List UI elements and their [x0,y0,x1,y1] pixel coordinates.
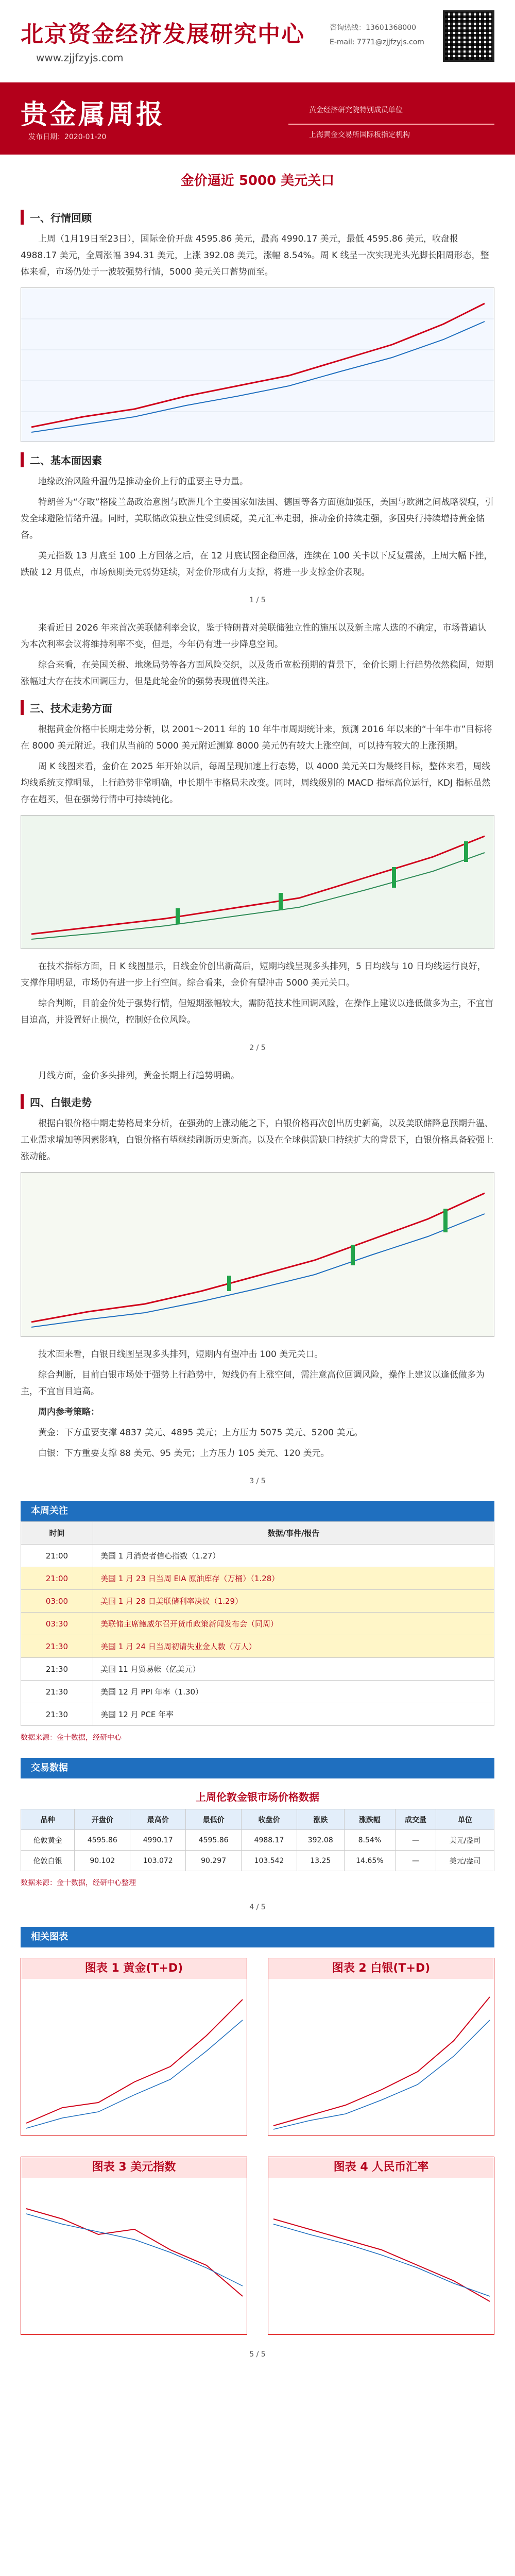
silver-chart-svg [21,1173,494,1336]
trade-col-header: 涨跌幅 [344,1809,396,1830]
page-number: 1 / 5 [249,596,266,604]
trade-cell: — [396,1851,436,1871]
calendar-event: 美联储主席鲍威尔召开货币政策新闻发布会（同周） [93,1613,494,1635]
paragraph: 地缘政治风险升温仍是推动金价上行的重要主导力量。 [38,477,248,487]
weekly-banner [0,82,515,155]
col-event: 数据/事件/报告 [93,1522,494,1545]
contact-info [330,21,424,49]
calendar-row [21,1635,494,1658]
chart-title: 图表 4 人民币汇率 [268,2157,494,2178]
mini-chart-svg [268,2178,494,2332]
mini-chart-svg [268,1979,494,2133]
trade-cell: 伦敦黄金 [21,1830,75,1851]
org-header [0,0,515,77]
calendar-row [21,1681,494,1703]
trade-banner: 交易数据 [21,1758,494,1778]
charts-grid [21,1958,494,2335]
gold-daily-chart-svg [21,816,494,948]
gold-weekly-chart [21,287,494,442]
col-time: 时间 [21,1522,93,1545]
trade-col-header: 成交量 [396,1809,436,1830]
calendar-row [21,1567,494,1590]
calendar-row [21,1613,494,1635]
trade-cell: 103.072 [130,1851,186,1871]
trade-source: 数据来源：金十数据，经研中心整理 [21,1879,136,1887]
qr-code-icon [443,10,494,62]
silver-strategy: 白银：下方重要支撑 88 美元、95 美元；上方压力 105 美元、120 美元。 [38,1448,330,1459]
calendar-row [21,1545,494,1567]
trade-col-header: 收盘价 [242,1809,297,1830]
trade-cell: 4990.17 [130,1830,186,1851]
calendar-event: 美国 1 月 24 日当周初请失业金人数（万人） [93,1635,494,1658]
calendar-time: 21:00 [21,1545,93,1567]
weekly-date: 发布日期：2020-01-20 [28,133,107,141]
article [21,165,494,2374]
trade-cell: 美元/盎司 [436,1851,494,1871]
article-title: 金价逼近 5000 美元关口 [180,173,335,189]
calendar-row [21,1590,494,1613]
paragraph: 综合来看，在美国关税、地缘局势等各方面风险交织，以及货币宽松预期的背景下，金价长期上行趋势依然稳固，短期涨幅过大存在技术回调压力，但是此轮金价的强势表现值得关注。 [21,660,493,687]
gold-daily-chart [21,815,494,949]
chart-title: 图表 3 美元指数 [21,2157,247,2178]
trade-col-header: 品种 [21,1809,75,1830]
weekly-tags [309,103,410,142]
paragraph: 特朗普为“夺取”格陵兰岛政治意图与欧洲几个主要国家如法国、德国等各方面施加强压，美国与欧洲之间战略裂痕，引发全球避险情绪升温。同时，美联储政策独立性受到质疑，美元汇率走弱，推动金价持续走强，多国央行持续增持黄金储备。 [21,497,494,540]
mini-chart-svg [21,2178,247,2332]
calendar-row [21,1658,494,1681]
chart-title: 图表 2 白银(T+D) [268,1958,494,1979]
trade-col-header: 开盘价 [75,1809,130,1830]
calendar-source: 数据来源：金十数据，经研中心 [21,1734,122,1742]
trade-col-header: 最低价 [186,1809,242,1830]
paragraph: 综合判断，目前金价处于强势行情，但短期涨幅较大，需防范技术性回调风险，在操作上建议以逢低做多为主，不宜盲目追高，并设置好止损位，控制好仓位风险。 [21,998,493,1025]
trade-col-header: 涨跌 [297,1809,344,1830]
tag-line-2: 上海黄金交易所国际板指定机构 [309,131,410,139]
gold-weekly-chart-svg [21,288,494,442]
calendar-time: 21:00 [21,1567,93,1590]
calendar-table [21,1521,494,1726]
chart-card-3 [21,2157,247,2335]
chart-card-2 [268,1958,494,2136]
chart-title: 图表 1 黄金(T+D) [21,1958,247,1979]
trade-cell: 8.54% [344,1830,396,1851]
silver-chart [21,1172,494,1337]
chart-card-4 [268,2157,494,2335]
page-number: 4 / 5 [249,1903,266,1911]
email[interactable]: E-mail: 7771@zjjfzyjs.com [330,38,424,46]
calendar-time: 21:30 [21,1703,93,1726]
strategy-heading: 周内参考策略： [38,1407,99,1417]
calendar-row [21,1703,494,1726]
weekly-title: 贵金属周报 [21,99,165,130]
calendar-event: 美国 1 月消费者信心指数（1.27） [93,1545,494,1567]
mini-chart-svg [21,1979,247,2133]
trade-cell: 伦敦白银 [21,1851,75,1871]
calendar-time: 03:00 [21,1590,93,1613]
org-name: 北京资金经济发展研究中心 [21,21,305,47]
trade-col-header: 单位 [436,1809,494,1830]
paragraph: 来看近日 2026 年来首次美联储利率会议，鉴于特朗普对美联储独立性的施压以及新主席人选的不确定，市场普遍认为本次利率会议将维持利率不变，但是，今年仍有进一步降息空间。 [21,623,487,650]
chart-card-1 [21,1958,247,2136]
calendar-event: 美国 12 月 PPI 年率（1.30） [93,1681,494,1703]
paragraph: 综合判断，目前白银市场处于强势上行趋势中，短线仍有上涨空间，需注意高位回调风险，操作上建议以逢低做多为主，不宜盲目追高。 [21,1370,485,1397]
page-number: 3 / 5 [249,1477,266,1485]
trade-cell: 14.65% [344,1851,396,1871]
section-heading: 三、技术走势方面 [21,700,494,715]
trade-cell: — [396,1830,436,1851]
section-heading: 一、行情回顾 [21,210,494,225]
phone: 咨询热线：13601368000 [330,24,416,32]
trade-cell: 4988.17 [242,1830,297,1851]
trade-table [21,1809,494,1871]
gold-strategy: 黄金：下方重要支撑 4837 美元、4895 美元；上方压力 5075 美元、5200 美元。 [38,1428,363,1438]
trade-cell: 90.297 [186,1851,242,1871]
calendar-time: 21:30 [21,1635,93,1658]
trade-cell: 392.08 [297,1830,344,1851]
page-number: 5 / 5 [249,2350,266,2359]
tag-line-1: 黄金经济研究院特别成员单位 [309,106,403,114]
trade-cell: 4595.86 [186,1830,242,1851]
trade-cell: 103.542 [242,1851,297,1871]
section-heading: 四、白银走势 [21,1094,494,1109]
calendar-time: 21:30 [21,1681,93,1703]
calendar-banner: 本周关注 [21,1501,494,1521]
trade-cell: 90.102 [75,1851,130,1871]
calendar-event: 美国 1 月 28 日美联储利率决议（1.29） [93,1590,494,1613]
trade-cell: 4595.86 [75,1830,130,1851]
calendar-time: 21:30 [21,1658,93,1681]
trade-title: 上周伦敦金银市场价格数据 [196,1791,319,1803]
paragraph: 周 K 线图来看，金价在 2025 年开始以后，每周呈现加速上行态势，以 4000 美元关口为最终目标，整体来看，周线均线系统支撑明显，上行趋势非常明确，中长期牛市格局未改变。同时，周线级别的 MACD 指标高位运行，KDJ 指标虽然存在超买，但在强势行情中可持续钝化。 [21,761,491,805]
paragraph: 根据白银价格中期走势格局来分析，在强劲的上涨动能之下，白银价格再次创出历史新高，以及美联储降息预期升温、工业需求增加等因素影响，白银价格有望继续刷新历史新高。以及在全球供需缺口持续扩大的背景下，白银价格具备较强上涨动能。 [21,1118,493,1162]
section-heading: 二、基本面因素 [21,452,494,467]
trade-cell: 美元/盎司 [436,1830,494,1851]
paragraph: 上周（1月19日至23日），国际金价开盘 4595.86 美元，最高 4990.17 美元，最低 4595.86 美元，收盘报 4988.17 美元，全周涨幅 394.31 美元，上涨 392.08 美元，涨幅 8.54%。周 K 线呈一次实现光头光脚长阳周形态，整体来看，市场仍处于一波较强势行情，5000 美元关口蓄势而至。 [21,234,489,277]
calendar-time: 03:30 [21,1613,93,1635]
trade-cell: 13.25 [297,1851,344,1871]
paragraph: 美元指数 13 月底至 100 上方回落之后，在 12 月底试图企稳回落，连续在 100 关卡以下反复震荡，上周大幅下挫，跌破 12 月低点，市场预期美元弱势延续，对金价形成有力支撑，将进一步支撑金价表现。 [21,551,493,578]
trade-row [21,1830,494,1851]
paragraph: 根据黄金价格中长期走势分析，以 2001～2011 年的 10 年牛市周期统计来，预测 2016 年以来的“十年牛市”目标将在 8000 美元附近。我们从当前的 5000 美元附近测算 8000 美元仍有较大上涨空间，可以持有较大的上涨预期。 [21,724,492,751]
related-banner: 相关图表 [21,1927,494,1947]
page-number: 2 / 5 [249,1044,266,1052]
calendar-event: 美国 12 月 PCE 年率 [93,1703,494,1726]
trade-col-header: 最高价 [130,1809,186,1830]
org-url[interactable]: www.zjjfzyjs.com [36,52,124,64]
calendar-event: 美国 11 月贸易帐（亿美元） [93,1658,494,1681]
paragraph: 技术面来看，白银日线图呈现多头排列，短期内有望冲击 100 美元关口。 [38,1349,323,1360]
trade-row [21,1851,494,1871]
paragraph: 在技术指标方面，日 K 线图显示，日线金价创出新高后，短期均线呈现多头排列，5 日均线与 10 日均线运行良好，支撑作用明显，市场仍有进一步上行空间。综合看来，金价有望冲击 5000 美元关口。 [21,961,486,988]
paragraph: 月线方面，金价多头排列，黄金长期上行趋势明确。 [38,1071,239,1081]
calendar-event: 美国 1 月 23 日当周 EIA 原油库存（万桶）（1.28） [93,1567,494,1590]
